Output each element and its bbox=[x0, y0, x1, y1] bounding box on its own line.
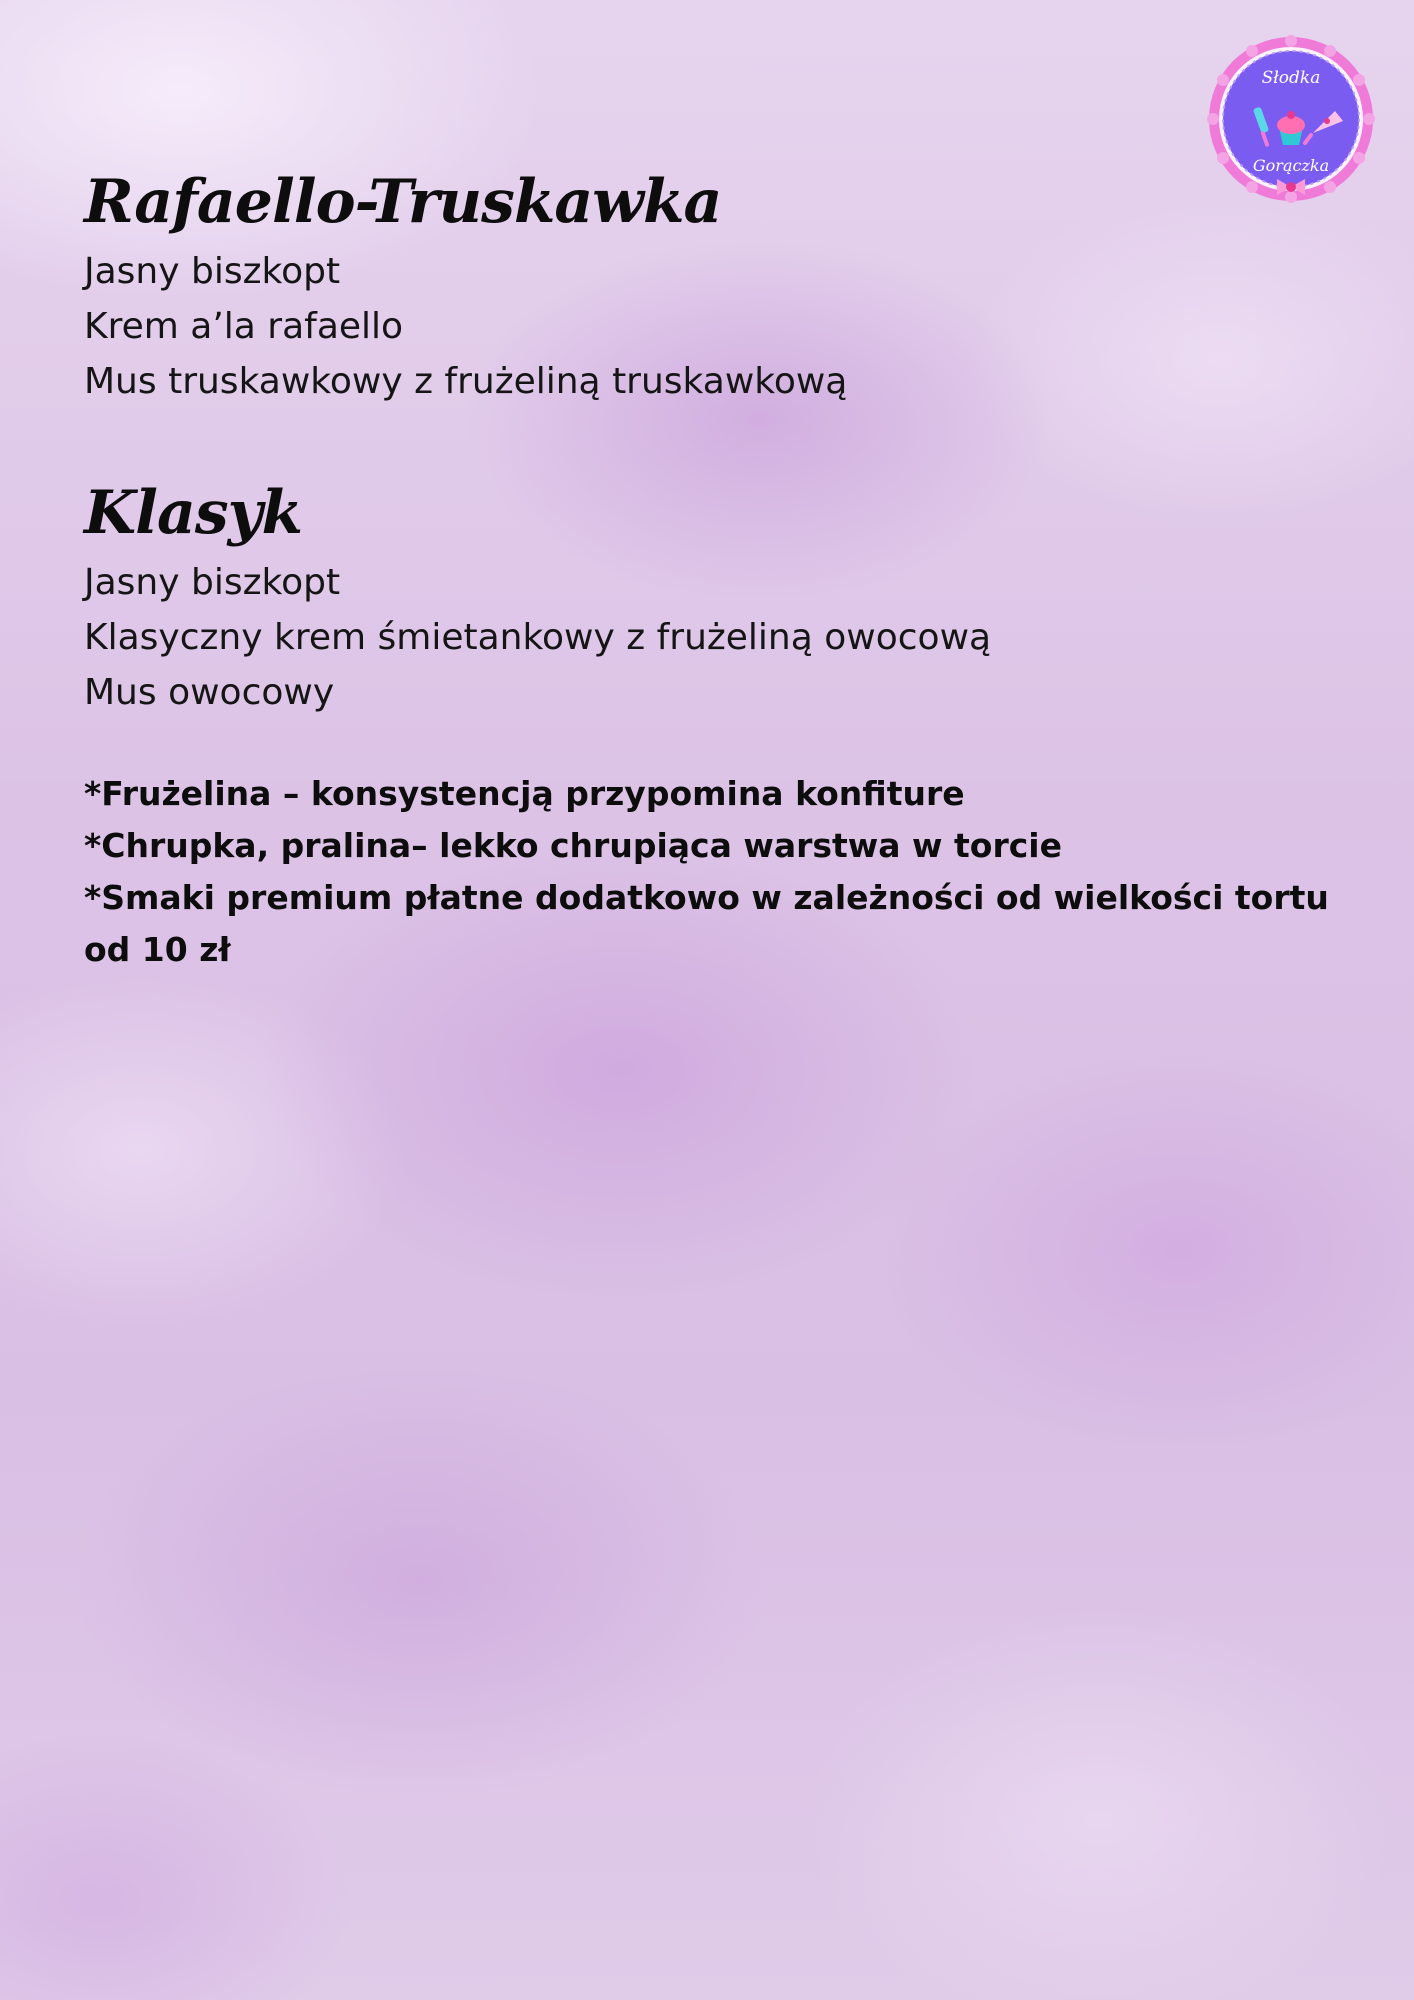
footnote-item: *Smaki premium płatne dodatkowo w zależności od wielkości tortu od 10 zł bbox=[84, 878, 1329, 969]
logo-line2: Gorączka bbox=[1252, 156, 1330, 175]
flavor-title: Rafaello-Truskawka bbox=[84, 167, 722, 237]
ingredient-item: Mus truskawkowy z frużeliną truskawkową bbox=[84, 361, 848, 402]
ingredient-item: Krem a’la rafaello bbox=[84, 306, 404, 347]
ingredient-item: Klasyczny krem śmietankowy z frużeliną owocową bbox=[84, 617, 992, 658]
ingredient-item: Jasny biszkopt bbox=[84, 562, 341, 603]
footnotes bbox=[84, 768, 1374, 976]
footnote-item: *Chrupka, pralina– lekko chrupiąca warstwa w torcie bbox=[84, 826, 1062, 865]
logo-line1: Słodka bbox=[1261, 68, 1321, 88]
flavor-menu bbox=[84, 160, 1374, 976]
flavor-section-rafaello-truskawka bbox=[84, 160, 1374, 409]
ingredient-item: Mus owocowy bbox=[84, 672, 335, 713]
ingredient-item: Jasny biszkopt bbox=[84, 251, 341, 292]
footnote-item: *Frużelina – konsystencją przypomina konfiture bbox=[84, 774, 965, 813]
flavor-section-klasyk bbox=[84, 471, 1374, 720]
flavor-title: Klasyk bbox=[84, 478, 303, 548]
